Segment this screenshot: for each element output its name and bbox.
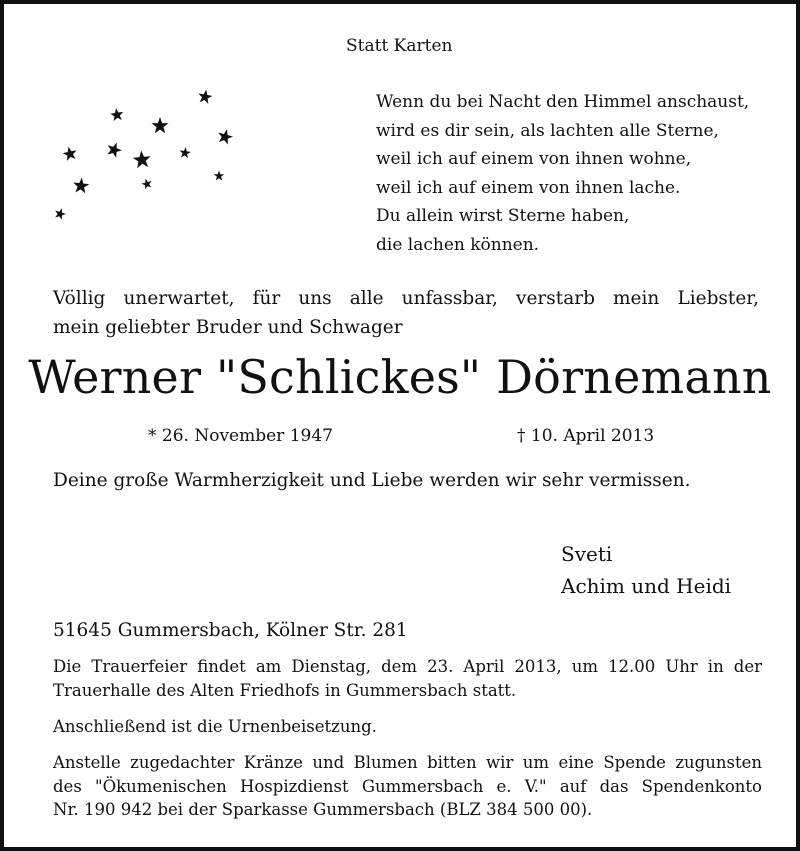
- star-icon: [72, 177, 90, 194]
- star-icon: [105, 140, 124, 159]
- star-cluster-icon: [40, 80, 250, 230]
- motto-text: Deine große Warmherzigkeit und Liebe werden wir sehr vermissen.: [53, 470, 691, 491]
- star-icon: [53, 207, 67, 221]
- star-icon: [141, 177, 154, 189]
- poem-line: weil ich auf einem von ihnen lache.: [376, 177, 681, 198]
- poem: [376, 88, 749, 259]
- signature-line: Achim und Heidi: [561, 574, 732, 598]
- poem-line: Du allein wirst Sterne haben,: [376, 206, 630, 226]
- donation-line: Nr. 190 942 bei der Sparkasse Gummersbach (BLZ 384 500 00).: [53, 800, 593, 819]
- intro-line: Völlig unerwartet, für uns alle unfassbar, verstarb mein Liebster,: [53, 288, 759, 309]
- header-statt-karten: Statt Karten: [346, 36, 453, 56]
- star-icon: [179, 146, 192, 158]
- poem-line: die lachen können.: [376, 234, 540, 255]
- birth-date: * 26. November 1947: [148, 426, 333, 446]
- poem-line: wird es dir sein, als lachten alle Sterne,: [376, 120, 719, 141]
- intro-line: mein geliebter Bruder und Schwager: [53, 317, 403, 338]
- intro-text: [53, 284, 759, 342]
- urn-paragraph: Anschließend ist die Urnenbeisetzung.: [53, 717, 377, 736]
- death-date: † 10. April 2013: [517, 426, 655, 446]
- donation-line: des "Ökumenischen Hospizdienst Gummersbach e. V." auf das Spendenkonto: [53, 776, 762, 796]
- funeral-paragraph: [53, 655, 762, 702]
- signatures: [561, 538, 731, 602]
- address: 51645 Gummersbach, Kölner Str. 281: [53, 620, 408, 641]
- star-icon: [214, 171, 224, 181]
- donation-paragraph: [53, 751, 762, 822]
- donation-line: Anstelle zugedachter Kränze und Blumen bitten wir um eine Spende zugunsten: [53, 753, 762, 772]
- star-icon: [132, 150, 151, 169]
- star-icon: [197, 88, 213, 104]
- deceased-name: Werner "Schlickes" Dörnemann: [28, 350, 772, 404]
- poem-line: weil ich auf einem von ihnen wohne,: [376, 149, 692, 169]
- star-icon: [216, 127, 234, 145]
- star-icon: [109, 107, 124, 121]
- funeral-line: Trauerhalle des Alten Friedhofs in Gummersbach statt.: [53, 680, 517, 700]
- poem-line: Wenn du bei Nacht den Himmel anschaust,: [376, 92, 750, 112]
- star-icon: [151, 117, 168, 133]
- funeral-line: Die Trauerfeier findet am Dienstag, dem 23. April 2013, um 12.00 Uhr in der: [53, 657, 762, 676]
- signature-line: Sveti: [561, 542, 613, 566]
- star-icon: [61, 145, 78, 161]
